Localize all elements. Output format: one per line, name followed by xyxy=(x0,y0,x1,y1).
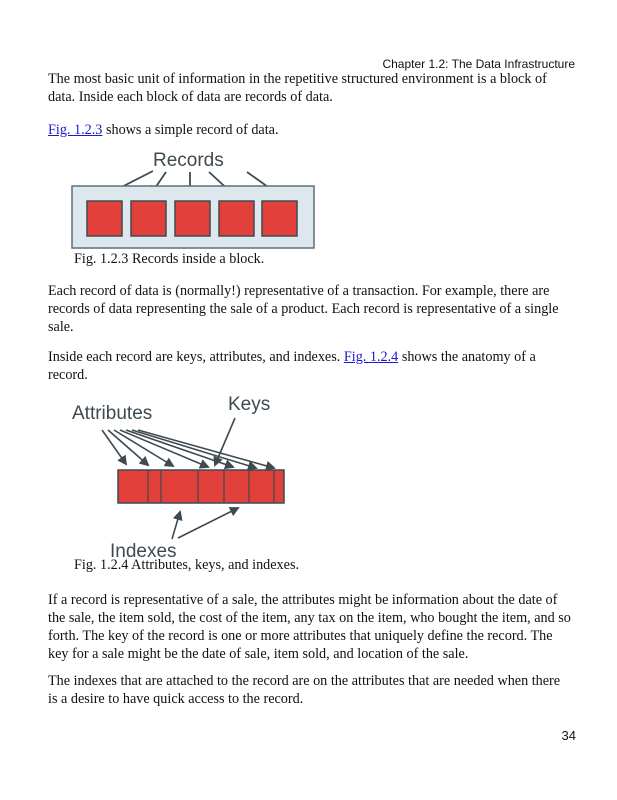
attribute-arrow xyxy=(132,430,256,468)
index-arrow xyxy=(178,508,238,538)
fig-1-2-3-link[interactable]: Fig. 1.2.3 xyxy=(48,122,103,138)
paragraph-4-rest: shows the anatomy of a record. xyxy=(48,349,536,383)
paragraph-1: The most basic unit of information in the repetitive structured environment is a block of data. Inside each block of data are records of data. xyxy=(48,71,547,105)
attribute-arrow xyxy=(138,430,274,468)
paragraph-4 xyxy=(48,348,568,384)
figure-2-caption: Fig. 1.2.4 Attributes, keys, and indexes. xyxy=(74,557,300,573)
paragraph-5: If a record is representative of a sale, the attributes might be information about the date of the sale, the item sold, the cost of the item, any tax on the item, who bought the item, and so forth. The key of the record is one or more attributes that uniquely define the record. The key for a sale might be the date of sale, item sold, and location of the sale. xyxy=(48,592,571,662)
paragraph-3: Each record of data is (normally!) representative of a transaction. For example, there are records of data representing the sale of a product. Each record is representative of a single sale. xyxy=(48,283,559,335)
indexes-label: Indexes xyxy=(110,541,177,562)
paragraph-2 xyxy=(48,121,279,139)
paragraph-2-text: shows a simple record of data. xyxy=(102,122,279,138)
record-box xyxy=(219,201,254,236)
figure-1-caption: Fig. 1.2.3 Records inside a block. xyxy=(74,251,265,267)
records-label: Records xyxy=(153,150,224,171)
record-box xyxy=(87,201,122,236)
fig-1-2-4-link[interactable]: Fig. 1.2.4 xyxy=(343,349,399,365)
keys-label: Keys xyxy=(228,394,271,415)
record-box xyxy=(262,201,297,236)
page-number: 34 xyxy=(561,728,576,743)
paragraph-4-text: Inside each record are keys, attributes, and indexes. xyxy=(48,349,344,365)
record-box xyxy=(175,201,210,236)
record-strip xyxy=(118,470,284,503)
record-anatomy-figure xyxy=(48,392,348,577)
index-arrow xyxy=(172,512,180,539)
record-box xyxy=(131,201,166,236)
attributes-label: Attributes xyxy=(72,403,153,424)
paragraph-6: The indexes that are attached to the record are on the attributes that are needed when there is a desire to have quick access to the record. xyxy=(48,673,561,707)
chapter-header: Chapter 1.2: The Data Infrastructure xyxy=(382,57,575,71)
